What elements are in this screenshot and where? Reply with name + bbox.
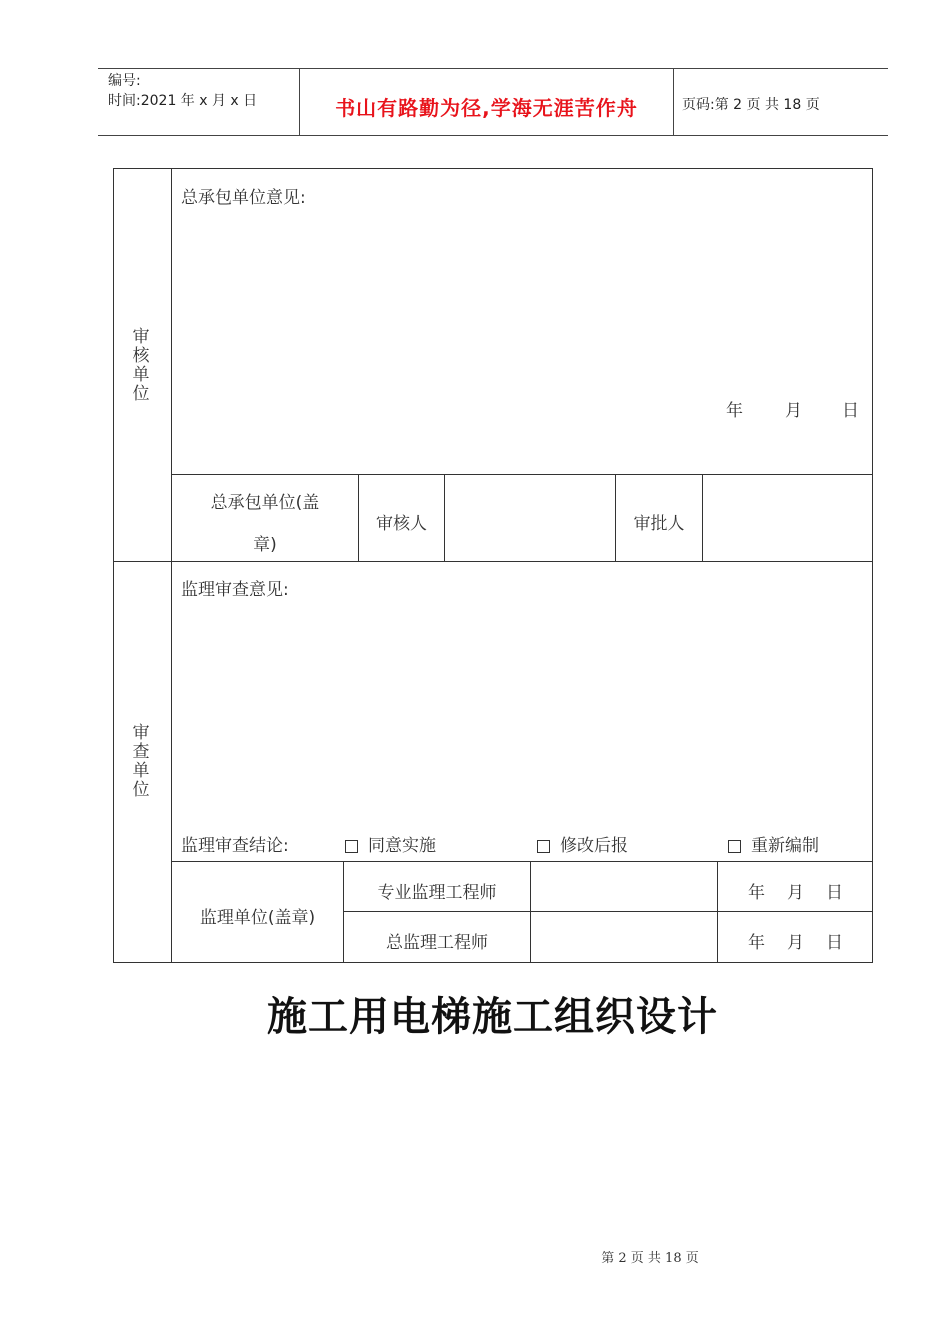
- table-border: [113, 168, 873, 169]
- option-approve[interactable]: [345, 831, 436, 856]
- chief-date-month: 月: [787, 933, 804, 953]
- table-rule: [702, 474, 703, 562]
- table-border: [113, 962, 873, 963]
- contractor-stamp-label-cont: 章): [253, 535, 277, 555]
- supervisor-opinion-label: 监理审查意见:: [181, 580, 289, 600]
- checkbox-icon[interactable]: [345, 840, 358, 853]
- review-date-day: 日: [842, 401, 859, 421]
- table-border: [872, 168, 873, 963]
- option-label: 修改后报: [560, 836, 628, 856]
- table-rule: [444, 474, 445, 562]
- supervisor-conclusion-label: 监理审查结论:: [181, 836, 289, 856]
- header-motto: 书山有路勤为径,学海无涯苦作舟: [335, 96, 638, 120]
- review-unit-side-label: 审核单位: [132, 327, 150, 404]
- option-label: 重新编制: [751, 836, 819, 856]
- header-divider: [673, 68, 674, 136]
- table-rule: [343, 911, 873, 912]
- checkbox-icon[interactable]: [728, 840, 741, 853]
- engineer-date-month: 月: [787, 883, 804, 903]
- document-title: 施工用电梯施工组织设计: [267, 993, 718, 1040]
- supervisor-stamp-label: 监理单位(盖章): [199, 908, 316, 928]
- table-rule: [113, 561, 873, 562]
- page-info: 页码:第 2 页 共 18 页: [682, 97, 820, 113]
- engineer-date-year: 年: [748, 883, 765, 903]
- review-date-month: 月: [785, 401, 802, 421]
- contractor-stamp-label: 总承包单位(盖: [210, 493, 320, 513]
- chief-date-year: 年: [748, 933, 765, 953]
- time-label: 时间:2021 年 x 月 x 日: [108, 93, 258, 109]
- inspect-unit-side-label: 审查单位: [132, 723, 150, 800]
- contractor-opinion-label: 总承包单位意见:: [181, 188, 306, 208]
- table-rule: [717, 861, 718, 963]
- engineer-signature-field[interactable]: [532, 863, 716, 910]
- table-rule: [171, 861, 873, 862]
- engineer-label: 专业监理工程师: [377, 883, 497, 903]
- table-rule: [171, 168, 172, 963]
- serial-label: 编号:: [108, 73, 141, 89]
- chief-engineer-label: 总监理工程师: [386, 933, 488, 953]
- approver-signature-field[interactable]: [704, 476, 871, 560]
- header-top-rule: [98, 68, 888, 69]
- chief-date-day: 日: [826, 933, 843, 953]
- review-date-year: 年: [726, 401, 743, 421]
- page-footer: 第 2 页 共 18 页: [601, 1251, 699, 1266]
- table-border: [113, 168, 114, 963]
- reviewer-signature-field[interactable]: [446, 476, 614, 560]
- option-redo[interactable]: [728, 831, 819, 856]
- option-revise[interactable]: [537, 831, 628, 856]
- table-rule: [171, 474, 873, 475]
- engineer-date-day: 日: [826, 883, 843, 903]
- header-bottom-rule: [98, 135, 888, 136]
- approver-label: 审批人: [633, 514, 685, 534]
- checkbox-icon[interactable]: [537, 840, 550, 853]
- chief-engineer-signature-field[interactable]: [532, 913, 716, 961]
- option-label: 同意实施: [368, 836, 436, 856]
- table-rule: [530, 861, 531, 963]
- reviewer-label: 审核人: [376, 514, 427, 534]
